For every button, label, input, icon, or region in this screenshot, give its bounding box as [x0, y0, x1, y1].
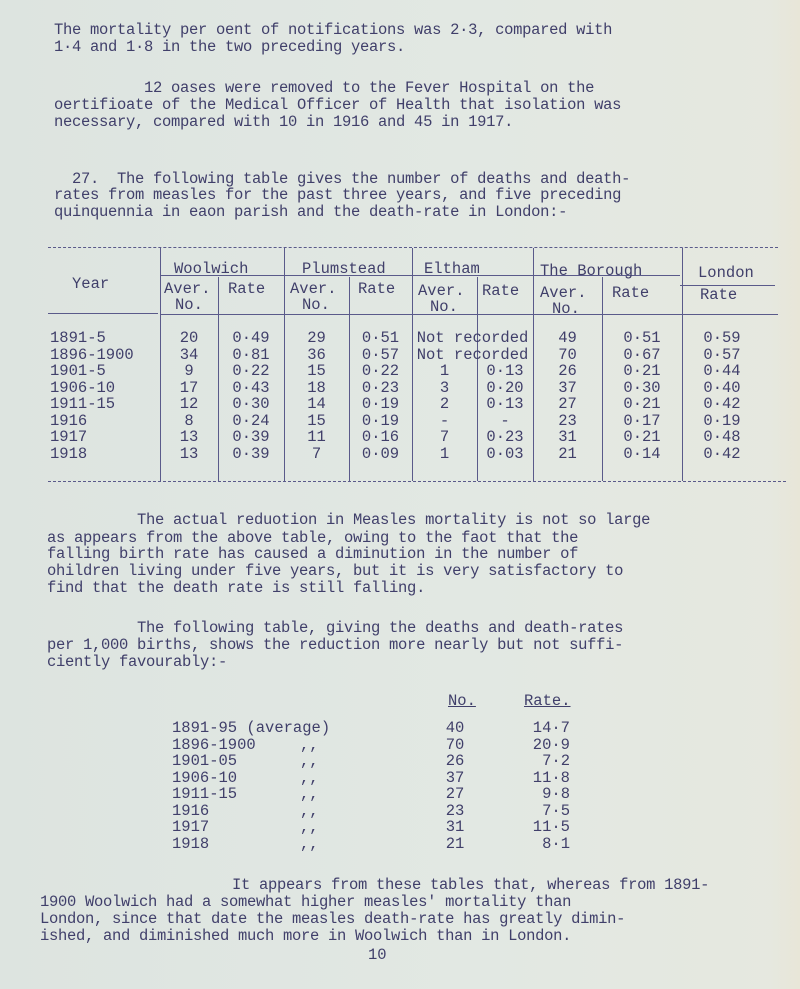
- cell-w-no: 34: [179, 345, 199, 364]
- cell-l-rate: 0·19: [703, 411, 741, 430]
- cell-year: 1916: [50, 411, 88, 430]
- cell-b-no: 31: [558, 428, 577, 446]
- paragraph-reduction-line-2: as appears from the above table, owing to the faot that the: [47, 529, 579, 547]
- cell-year: 1891-5: [50, 329, 106, 347]
- period-label: 1918: [172, 834, 210, 853]
- cell-p-no: 14: [307, 395, 326, 413]
- plumstead-aver-label: Aver.: [290, 280, 337, 298]
- period-label: 1891-95 (average): [172, 719, 331, 737]
- london-header: London: [698, 264, 754, 282]
- eltham-aver-label: Aver.: [418, 282, 465, 300]
- paragraph-mortality-line-2: 1·4 and 1·8 in the two preceding years.: [54, 38, 406, 56]
- cell-w-no: 13: [179, 444, 199, 463]
- deaths-count: 27: [445, 785, 465, 803]
- death-rate: 8·1: [542, 834, 570, 853]
- borough-no-label: No.: [552, 300, 580, 318]
- period-label: 1901-05: [172, 752, 238, 770]
- cell-year: 1901-5: [50, 362, 106, 380]
- plumstead-header: Plumstead: [302, 260, 386, 278]
- cell-w-no: 17: [179, 378, 199, 397]
- paragraph-fever-hospital-line-3: necessary, compared with 10 in 1916 and 45 in 1917.: [54, 113, 514, 131]
- cell-e-rate: 0·13: [486, 395, 524, 413]
- cell-p-no: 29: [307, 329, 326, 347]
- cell-p-rate: 0·51: [361, 329, 400, 347]
- cell-b-rate: 0·17: [623, 411, 661, 430]
- cell-year: 1906-10: [50, 378, 116, 397]
- ditto-mark: ,,: [300, 752, 319, 770]
- cell-b-no: 37: [558, 378, 577, 397]
- period-label: 1896-1900: [172, 735, 256, 754]
- death-rate: 7·2: [542, 752, 570, 770]
- paragraph-following-table-line-3: ciently favourably:-: [47, 653, 228, 671]
- deaths-count: 23: [445, 801, 465, 820]
- cell-w-rate: 0·43: [232, 378, 270, 397]
- borough-rate-label: Rate: [612, 284, 650, 302]
- cell-b-no: 21: [558, 444, 577, 463]
- cell-year: 1911-15: [50, 395, 116, 413]
- plumstead-no-label: No.: [302, 296, 330, 314]
- death-rate: 11·5: [532, 818, 570, 836]
- paragraph-conclusion-line-2: 1900 Woolwich had a somewhat higher measles' mortality than: [40, 893, 572, 911]
- cell-e-no: 3: [439, 378, 450, 397]
- eltham-header: Eltham: [424, 260, 480, 278]
- death-rate: 9·8: [542, 785, 570, 803]
- cell-b-no: 70: [558, 345, 577, 364]
- eltham-rate-label: Rate: [482, 282, 520, 300]
- cell-p-rate: 0·19: [361, 395, 400, 413]
- cell-b-rate: 0·67: [623, 345, 661, 364]
- deaths-count: 21: [445, 834, 465, 853]
- paragraph-conclusion-line-4: ished, and diminished much more in Woolwich than in London.: [40, 927, 572, 945]
- borough-header: The Borough: [540, 262, 643, 280]
- cell-e-rate: 0·03: [486, 444, 524, 463]
- cell-p-no: 7: [311, 444, 322, 463]
- cell-e-rate: 0·13: [486, 362, 524, 380]
- cell-year: 1918: [50, 444, 88, 463]
- page-number: 10: [368, 946, 387, 964]
- cell-e-no: 1: [439, 362, 450, 380]
- cell-w-no: 12: [179, 395, 199, 413]
- woolwich-rate-label: Rate: [228, 280, 266, 298]
- paragraph-27-line-3: quinquennia in eaon parish and the death-rate in London:-: [54, 203, 568, 221]
- london-rate-label: Rate: [700, 286, 738, 304]
- deaths-count: 26: [445, 752, 465, 770]
- death-rate: 11·8: [532, 768, 570, 787]
- period-label: 1906-10: [172, 768, 238, 787]
- cell-w-rate: 0·22: [232, 362, 270, 380]
- paragraph-reduction-line-4: ohildren living under five years, but it is very satisfactory to: [47, 562, 624, 580]
- page-edge: [770, 0, 800, 989]
- woolwich-aver-label: Aver.: [164, 280, 211, 298]
- cell-e-no: -: [439, 411, 450, 430]
- cell-e-no: 2: [439, 395, 450, 413]
- cell-l-rate: 0·40: [703, 378, 741, 397]
- cell-w-no: 20: [179, 329, 199, 347]
- cell-p-no: 15: [307, 411, 326, 430]
- cell-b-rate: 0·51: [623, 329, 661, 347]
- rate-column-header: Rate.: [524, 692, 571, 710]
- eltham-no-label: No.: [430, 298, 458, 316]
- cell-l-rate: 0·44: [703, 362, 741, 380]
- deaths-count: 40: [445, 719, 465, 737]
- cell-p-rate: 0·22: [361, 362, 400, 380]
- cell-p-rate: 0·16: [361, 428, 400, 446]
- paragraph-reduction-line-1: The actual reduotion in Measles mortality is not so large: [47, 511, 651, 529]
- paragraph-mortality-line-1: The mortality per oent of notifications was 2·3, compared with: [54, 21, 613, 39]
- cell-w-rate: 0·24: [232, 411, 270, 430]
- header-bottom-rule: [160, 314, 778, 315]
- cell-p-rate: 0·23: [361, 378, 400, 397]
- paragraph-reduction-line-3: falling birth rate has caused a diminution in the number of: [47, 545, 579, 563]
- cell-p-rate: 0·19: [361, 411, 400, 430]
- cell-b-rate: 0·30: [623, 378, 661, 397]
- cell-l-rate: 0·42: [703, 395, 741, 413]
- table-bottom-rule: [48, 481, 786, 482]
- cell-e-rate: 0·23: [486, 428, 524, 446]
- cell-p-rate: 0·57: [361, 345, 400, 364]
- cell-p-no: 18: [307, 378, 326, 397]
- cell-b-rate: 0·21: [623, 395, 661, 413]
- cell-e-no: Not recorded: [416, 345, 529, 364]
- no-column-header: No.: [448, 692, 476, 710]
- cell-l-rate: 0·42: [703, 444, 741, 463]
- cell-e-no: Not recorded: [416, 329, 529, 347]
- cell-b-rate: 0·14: [623, 444, 661, 463]
- cell-year: 1896-1900: [50, 345, 134, 364]
- table-top-rule: [48, 247, 778, 248]
- cell-year: 1917: [50, 428, 88, 446]
- cell-p-rate: 0·09: [361, 444, 400, 463]
- paragraph-following-table-line-2: per 1,000 births, shows the reduction more nearly but not suffi-: [47, 636, 624, 654]
- paragraph-27-line-1: 27. The following table gives the number of deaths and death-: [54, 170, 631, 188]
- paragraph-reduction-line-5: find that the death rate is still falling.: [47, 579, 426, 597]
- paragraph-fever-hospital-line-1: 12 oases were removed to the Fever Hospital on the: [54, 79, 595, 97]
- death-rate: 20·9: [532, 735, 570, 754]
- cell-l-rate: 0·59: [703, 329, 741, 347]
- cell-e-rate: -: [500, 411, 510, 430]
- cell-b-rate: 0·21: [623, 362, 661, 380]
- paragraph-fever-hospital-line-2: oertifioate of the Medical Officer of Health that isolation was: [54, 96, 622, 114]
- period-label: 1911-15: [172, 785, 238, 803]
- header-bottom-rule-year: [48, 313, 158, 314]
- cell-e-no: 1: [439, 444, 450, 463]
- ditto-mark: ,,: [300, 735, 319, 754]
- ditto-mark: ,,: [300, 801, 319, 820]
- paragraph-27-line-2: rates from measles for the past three years, and five preceding: [54, 186, 622, 204]
- cell-b-no: 49: [558, 329, 577, 347]
- ditto-mark: ,,: [300, 818, 319, 836]
- ditto-mark: ,,: [300, 834, 319, 853]
- plumstead-rate-label: Rate: [358, 280, 396, 298]
- cell-p-no: 15: [307, 362, 326, 380]
- paragraph-conclusion-line-3: London, since that date the measles death-rate has greatly dimin-: [40, 910, 626, 928]
- cell-l-rate: 0·48: [703, 428, 741, 446]
- period-label: 1917: [172, 818, 210, 836]
- woolwich-header: Woolwich: [174, 260, 249, 278]
- cell-b-no: 26: [558, 362, 577, 380]
- cell-b-no: 27: [558, 395, 577, 413]
- ditto-mark: ,,: [300, 768, 319, 787]
- cell-w-rate: 0·81: [232, 345, 270, 364]
- cell-e-rate: 0·20: [486, 378, 524, 397]
- cell-w-no: 8: [184, 411, 194, 430]
- cell-w-no: 9: [184, 362, 194, 380]
- cell-w-no: 13: [179, 428, 199, 446]
- cell-l-rate: 0·57: [703, 345, 741, 364]
- deaths-count: 37: [445, 768, 465, 787]
- cell-w-rate: 0·49: [232, 329, 270, 347]
- deaths-count: 70: [445, 735, 465, 754]
- cell-w-rate: 0·39: [232, 444, 270, 463]
- paragraph-following-table-line-1: The following table, giving the deaths and death-rates: [47, 619, 624, 637]
- death-rate: 14·7: [532, 719, 570, 737]
- paragraph-conclusion-line-1: It appears from these tables that, whereas from 1891-: [142, 876, 710, 894]
- cell-b-no: 23: [558, 411, 577, 430]
- cell-w-rate: 0·39: [232, 428, 270, 446]
- deaths-count: 31: [445, 818, 465, 836]
- death-rate: 7·5: [542, 801, 570, 820]
- borough-aver-label: Aver.: [540, 284, 587, 302]
- cell-p-no: 11: [307, 428, 326, 446]
- woolwich-no-label: No.: [175, 296, 203, 314]
- year-header: Year: [72, 275, 110, 293]
- cell-e-no: 7: [439, 428, 450, 446]
- cell-w-rate: 0·30: [232, 395, 270, 413]
- cell-p-no: 36: [307, 345, 326, 364]
- cell-b-rate: 0·21: [623, 428, 661, 446]
- ditto-mark: ,,: [300, 785, 319, 803]
- period-label: 1916: [172, 801, 210, 820]
